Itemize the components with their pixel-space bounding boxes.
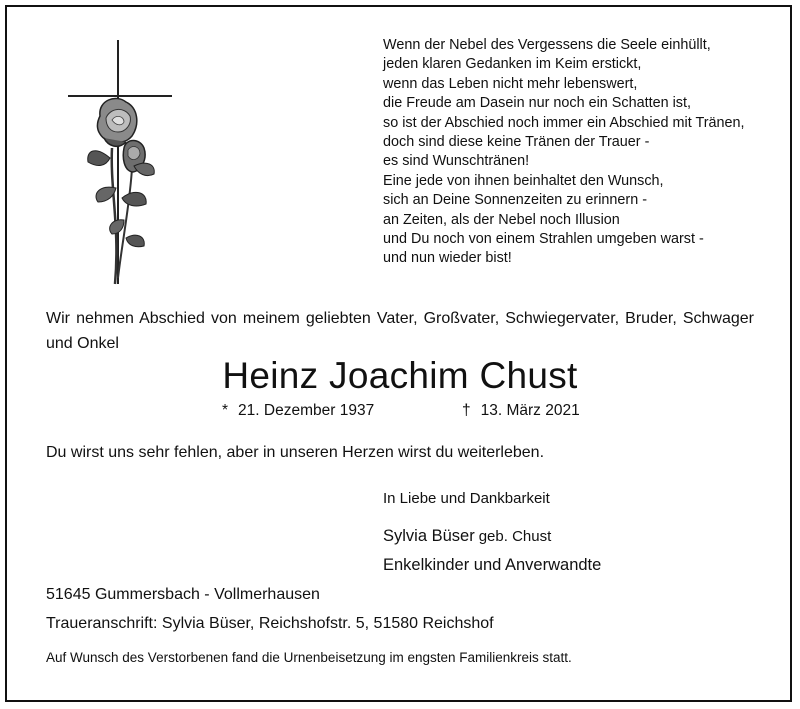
death-date-text: 13. März 2021 [480, 402, 580, 419]
poem-line: und nun wieder bist! [383, 250, 512, 267]
poem-line: doch sind diese keine Tränen der Trauer - [383, 134, 650, 151]
burial-note: Auf Wunsch des Verstorbenen fand die Urnenbeisetzung im engsten Familienkreis statt. [46, 650, 572, 665]
deceased-name: Heinz Joachim Chust [222, 355, 578, 396]
poem-line: sich an Deine Sonnenzeiten zu erinnern - [383, 192, 647, 209]
poem-line: jeden klaren Gedanken im Keim erstickt, [383, 56, 642, 73]
poem-line: und Du noch von einem Strahlen umgeben warst - [383, 231, 704, 248]
poem-line: die Freude am Dasein nur noch ein Schatten ist, [383, 95, 691, 112]
poem-line: an Zeiten, als der Nebel noch Illusion [383, 211, 620, 228]
death-cross-symbol: † [462, 402, 471, 419]
poem-line: wenn das Leben nicht mehr lebenswert, [383, 75, 638, 92]
poem-line: Wenn der Nebel des Vergessens die Seele einhüllt, [383, 37, 711, 53]
birth-symbol: * [222, 402, 229, 419]
farewell-message: Du wirst uns sehr fehlen, aber in unseren Herzen wirst du weiterleben. [46, 444, 545, 461]
signatory-others: Enkelkinder und Anverwandte [383, 556, 602, 574]
birth-date-text: 21. Dezember 1937 [238, 402, 375, 419]
intro-text: Wir nehmen Abschied von meinem geliebten Vater, Großvater, Schwiegervater, Bruder, Schwager und Onkel [46, 310, 754, 352]
signatory-primary [383, 527, 551, 546]
closing-phrase: In Liebe und Dankbarkeit [383, 490, 550, 507]
death-date [462, 402, 580, 420]
poem-line: Eine jede von ihnen beinhaltet den Wunsch, [383, 172, 664, 189]
poem-line: es sind Wunschtränen! [383, 153, 530, 170]
birth-date [222, 402, 374, 420]
poem-line: so ist der Abschied noch immer ein Abschied mit Tränen, [383, 114, 745, 131]
poem [383, 36, 783, 269]
location: 51645 Gummersbach - Vollmerhausen [46, 586, 320, 603]
signatory-maiden-name: geb. Chust [478, 528, 552, 545]
signatory-name: Sylvia Büser [383, 527, 475, 545]
mourning-address: Traueranschrift: Sylvia Büser, Reichshofstr. 5, 51580 Reichshof [46, 615, 494, 632]
cross-with-rose-icon [60, 38, 180, 288]
